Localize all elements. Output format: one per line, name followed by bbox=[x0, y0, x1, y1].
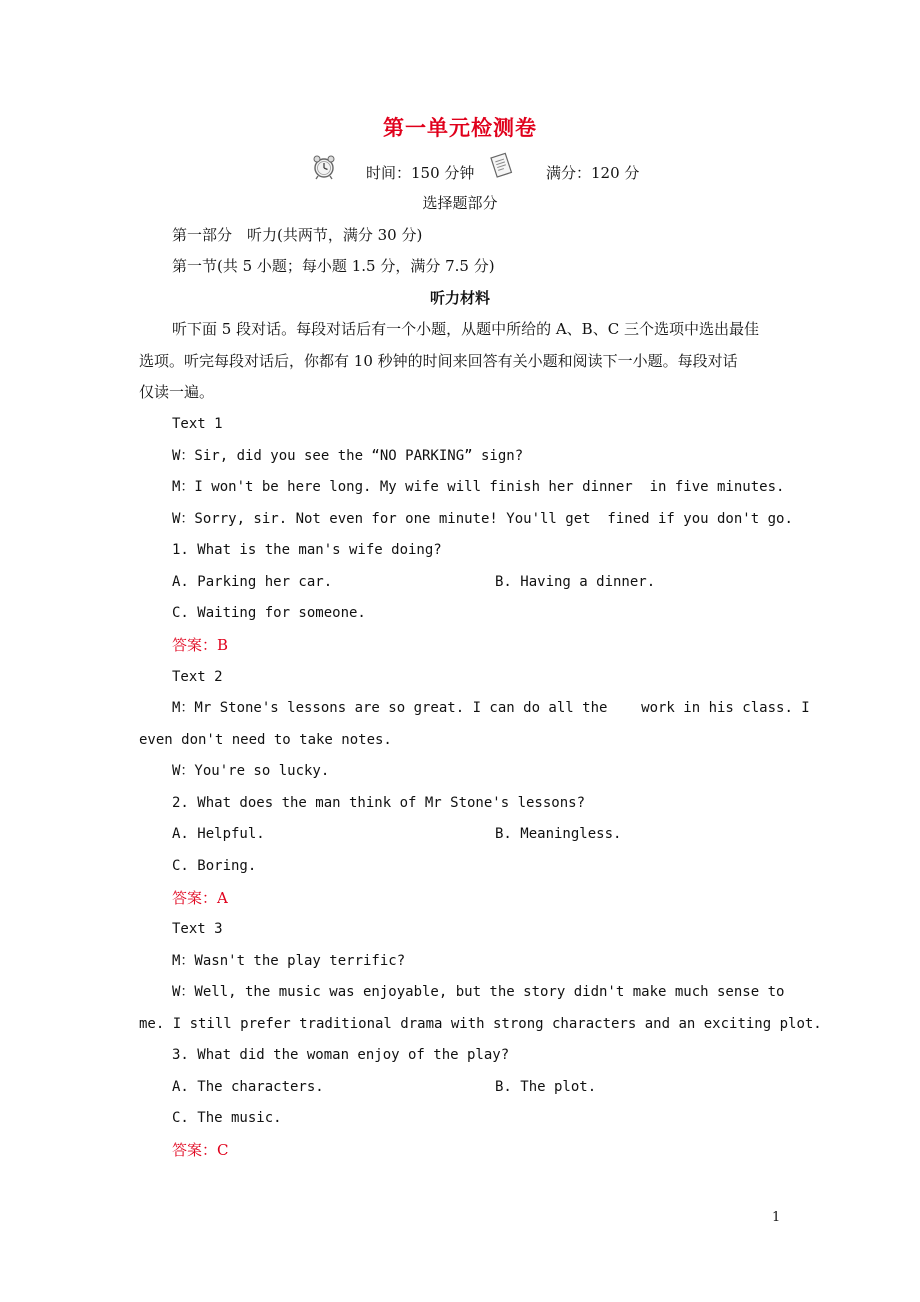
answer: 答案：B bbox=[172, 636, 229, 654]
text-heading: Text 2 bbox=[172, 669, 223, 685]
time-score-bar bbox=[0, 152, 920, 188]
question: 2. What does the man think of Mr Stone's lessons? bbox=[172, 795, 586, 811]
option-b: B. The plot. bbox=[495, 1079, 597, 1095]
text-heading: Text 1 bbox=[172, 416, 223, 432]
subsection-heading: 第一节(共 5 小题；每小题 1.5 分，满分 7.5 分) bbox=[172, 257, 495, 275]
page-title: 第一单元检测卷 bbox=[383, 115, 537, 140]
dialogue-line: W：Sir, did you see the “NO PARKING” sign? bbox=[172, 448, 524, 464]
option-a: A. Parking her car. bbox=[172, 574, 333, 590]
alarm-clock-icon bbox=[312, 154, 336, 178]
dialogue-line: M：I won't be here long. My wife will finish her dinner in five minutes. bbox=[172, 479, 785, 495]
exam-paper-icon bbox=[490, 152, 514, 180]
dialogue-line: M：Wasn't the play terrific? bbox=[172, 953, 406, 969]
option-c: C. The music. bbox=[172, 1110, 282, 1126]
instructions-line: 仅读一遍。 bbox=[139, 383, 215, 401]
section-heading: 选择题部分 bbox=[422, 194, 498, 212]
text-heading: Text 3 bbox=[172, 921, 223, 937]
option-a: A. Helpful. bbox=[172, 826, 265, 842]
dialogue-line: even don't need to take notes. bbox=[139, 732, 392, 748]
part-heading: 第一部分 听力(共两节，满分 30 分) bbox=[172, 226, 423, 244]
materials-heading: 听力材料 bbox=[429, 289, 490, 307]
answer: 答案：C bbox=[172, 1141, 229, 1159]
question: 1. What is the man's wife doing? bbox=[172, 542, 442, 558]
option-c: C. Waiting for someone. bbox=[172, 605, 366, 621]
instructions-line: 听下面 5 段对话。每段对话后有一个小题，从题中所给的 A、B、C 三个选项中选出最佳 bbox=[172, 320, 759, 338]
question: 3. What did the woman enjoy of the play? bbox=[172, 1047, 510, 1063]
option-b: B. Meaningless. bbox=[495, 826, 622, 842]
option-c: C. Boring. bbox=[172, 858, 257, 874]
dialogue-line: W：Sorry, sir. Not even for one minute! You'll get fined if you don't go. bbox=[172, 511, 793, 527]
answer: 答案：A bbox=[172, 889, 228, 907]
time-limit: 时间：150 分钟 bbox=[366, 164, 475, 182]
dialogue-line: W：You're so lucky. bbox=[172, 763, 330, 779]
option-a: A. The characters. bbox=[172, 1079, 324, 1095]
dialogue-line: me. I still prefer traditional drama with strong characters and an exciting plot. bbox=[139, 1016, 822, 1032]
option-b: B. Having a dinner. bbox=[495, 574, 656, 590]
dialogue-line: M：Mr Stone's lessons are so great. I can do all the work in his class. I bbox=[172, 700, 810, 716]
full-score: 满分：120 分 bbox=[546, 164, 640, 182]
instructions-line: 选项。听完每段对话后，你都有 10 秒钟的时间来回答有关小题和阅读下一小题。每段对话 bbox=[139, 352, 738, 370]
page-number: 1 bbox=[772, 1210, 781, 1225]
dialogue-line: W：Well, the music was enjoyable, but the story didn't make much sense to bbox=[172, 984, 785, 1000]
